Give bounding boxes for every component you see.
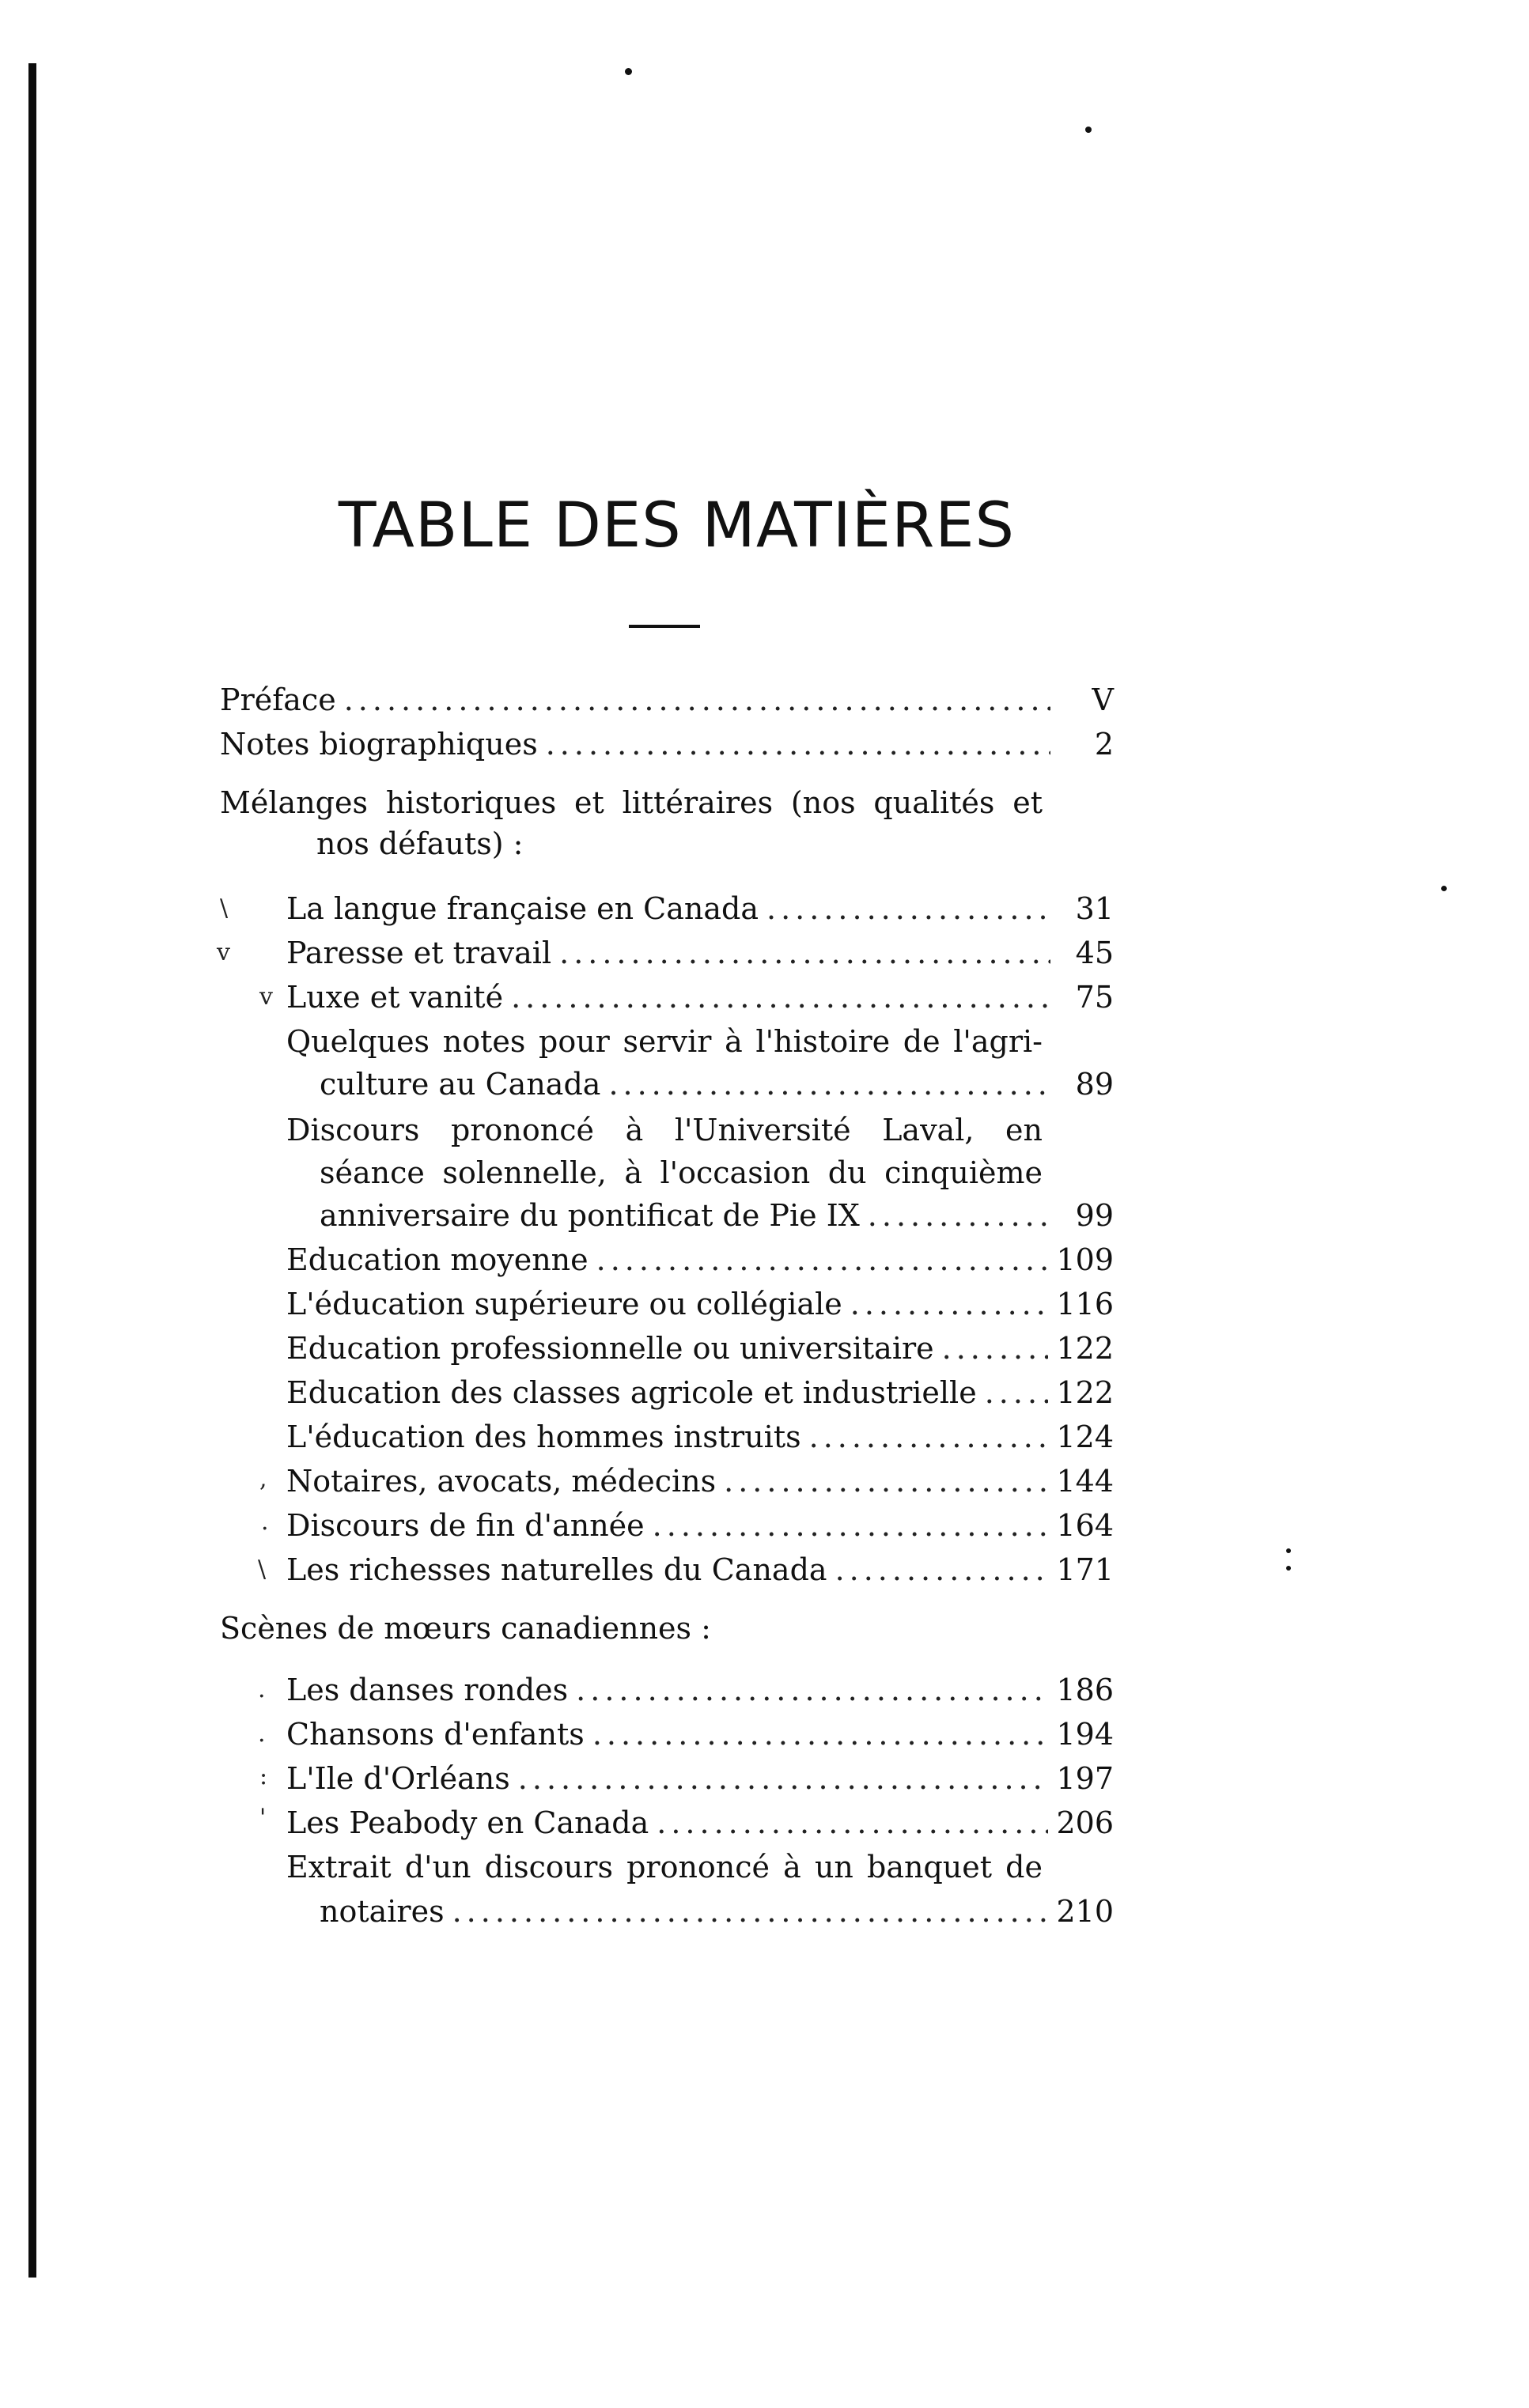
toc-entry (286, 1506, 1114, 1545)
toc-entry-label: Education moyenne (286, 1242, 589, 1277)
toc-entry-page: 45 (1075, 936, 1114, 970)
dot-leader (809, 1417, 1049, 1457)
toc-entry (286, 1670, 1114, 1710)
toc-entry-page: 206 (1056, 1805, 1114, 1840)
dot-leader (766, 889, 1050, 928)
toc-entry (286, 1240, 1114, 1280)
toc-entry-label: La langue française en Canada (286, 891, 759, 926)
dot-leader (985, 1373, 1049, 1412)
toc-entry-line: Discours prononcé à l'Université Laval, en (286, 1113, 1043, 1147)
toc-entry-page: V (1092, 682, 1114, 717)
dot-leader (511, 977, 1050, 1017)
toc-entry-label: Préface (220, 682, 336, 717)
toc-entry-page: 75 (1075, 980, 1114, 1015)
toc-entry-page: 31 (1075, 891, 1114, 926)
toc-entry (286, 977, 1114, 1017)
scan-speck (1286, 1566, 1291, 1571)
toc-entry-label: Discours de fin d'année (286, 1508, 645, 1543)
toc-entry-label: Chansons d'enfants (286, 1717, 585, 1752)
toc-entry-label: Education des classes agricole et industrielle (286, 1375, 977, 1410)
toc-entry-page: 171 (1056, 1552, 1114, 1587)
toc-entry-line: Quelques notes pour servir à l'histoire de l'agri- (286, 1024, 1043, 1059)
section-heading-continuation: nos défauts) : (316, 826, 524, 861)
toc-entry-page: 2 (1094, 727, 1114, 762)
toc-entry-label: Les Peabody en Canada (286, 1805, 649, 1840)
dot-leader (608, 1064, 1050, 1104)
margin-mark: v (259, 983, 273, 1011)
toc-entry-label: Notaires, avocats, médecins (286, 1464, 717, 1499)
toc-entry (320, 1064, 1114, 1104)
margin-mark: ' (259, 1804, 267, 1832)
toc-entry (220, 680, 1114, 720)
margin-mark: . (261, 1508, 269, 1536)
toc-entry (286, 1714, 1114, 1754)
toc-entry-label: Les danses rondes (286, 1673, 569, 1707)
toc-entry-label: L'Ile d'Orléans (286, 1761, 510, 1796)
toc-entry (286, 1759, 1114, 1798)
binding-edge (28, 63, 36, 2278)
margin-mark: , (259, 1465, 267, 1493)
scan-speck (625, 68, 632, 75)
dot-leader (576, 1670, 1048, 1710)
margin-mark: . (258, 1676, 266, 1703)
dot-leader (592, 1714, 1049, 1754)
dot-leader (596, 1240, 1049, 1280)
dot-leader (942, 1329, 1049, 1368)
toc-entry (286, 1461, 1114, 1501)
dot-leader (653, 1506, 1049, 1545)
toc-entry-label: anniversaire du pontificat de Pie IX (320, 1198, 860, 1233)
toc-entry-page: 122 (1056, 1331, 1114, 1366)
toc-entry-page: 144 (1056, 1464, 1114, 1499)
toc-entry (320, 1196, 1114, 1235)
dot-leader (724, 1461, 1048, 1501)
toc-entry (286, 933, 1114, 973)
toc-entry (286, 1373, 1114, 1412)
toc-entry-label: L'éducation des hommes instruits (286, 1419, 801, 1454)
toc-entry-page: 122 (1056, 1375, 1114, 1410)
scan-speck (1441, 886, 1447, 891)
section-heading: Scènes de mœurs canadiennes : (220, 1611, 711, 1646)
dot-leader (518, 1759, 1049, 1798)
toc-entry-label: L'éducation supérieure ou collégiale (286, 1287, 842, 1321)
dot-leader (850, 1284, 1049, 1324)
dot-leader (657, 1803, 1048, 1843)
toc-entry-label: Luxe et vanité (286, 980, 504, 1015)
toc-entry-label: Notes biographiques (220, 727, 538, 762)
dot-leader (344, 680, 1050, 720)
margin-mark: : (259, 1763, 268, 1790)
toc-entry-page: 197 (1056, 1761, 1114, 1796)
section-heading: Mélanges historiques et littéraires (nos qualités et (220, 785, 1043, 820)
margin-mark: v (217, 939, 230, 966)
dot-leader (546, 724, 1050, 764)
dot-leader (559, 933, 1050, 973)
toc-entry-page: 89 (1075, 1067, 1114, 1102)
toc-entry-page: 116 (1056, 1287, 1114, 1321)
dot-leader (868, 1196, 1050, 1235)
toc-entry-line: Extrait d'un discours prononcé à un banquet de (286, 1850, 1043, 1884)
margin-mark: \ (220, 894, 229, 922)
page-title: TABLE DES MATIÈRES (338, 490, 1016, 561)
toc-entry-page: 210 (1056, 1894, 1114, 1929)
toc-entry-label: notaires (320, 1894, 445, 1929)
dot-leader (452, 1892, 1049, 1931)
scan-speck (1286, 1548, 1291, 1553)
toc-entry-label: Education professionnelle ou universitaire (286, 1331, 934, 1366)
toc-entry-page: 164 (1056, 1508, 1114, 1543)
toc-entry-page: 99 (1075, 1198, 1114, 1233)
title-rule (629, 625, 700, 628)
dot-leader (835, 1550, 1049, 1590)
margin-mark: . (258, 1720, 266, 1748)
toc-entry (220, 724, 1114, 764)
toc-entry-page: 109 (1056, 1242, 1114, 1277)
toc-entry-label: Les richesses naturelles du Canada (286, 1552, 827, 1587)
toc-entry (320, 1892, 1114, 1931)
toc-entry-label: Paresse et travail (286, 936, 552, 970)
toc-entry-page: 186 (1056, 1673, 1114, 1707)
toc-entry (286, 1417, 1114, 1457)
scan-speck (1085, 127, 1092, 133)
toc-entry (286, 1550, 1114, 1590)
toc-entry-page: 124 (1056, 1419, 1114, 1454)
toc-entry (286, 1284, 1114, 1324)
toc-entry-label: culture au Canada (320, 1067, 601, 1102)
toc-entry-line: séance solennelle, à l'occasion du cinquième (320, 1155, 1043, 1190)
margin-mark: \ (258, 1556, 267, 1583)
toc-entry (286, 1803, 1114, 1843)
toc-entry-page: 194 (1056, 1717, 1114, 1752)
toc-entry (286, 889, 1114, 928)
toc-entry (286, 1329, 1114, 1368)
